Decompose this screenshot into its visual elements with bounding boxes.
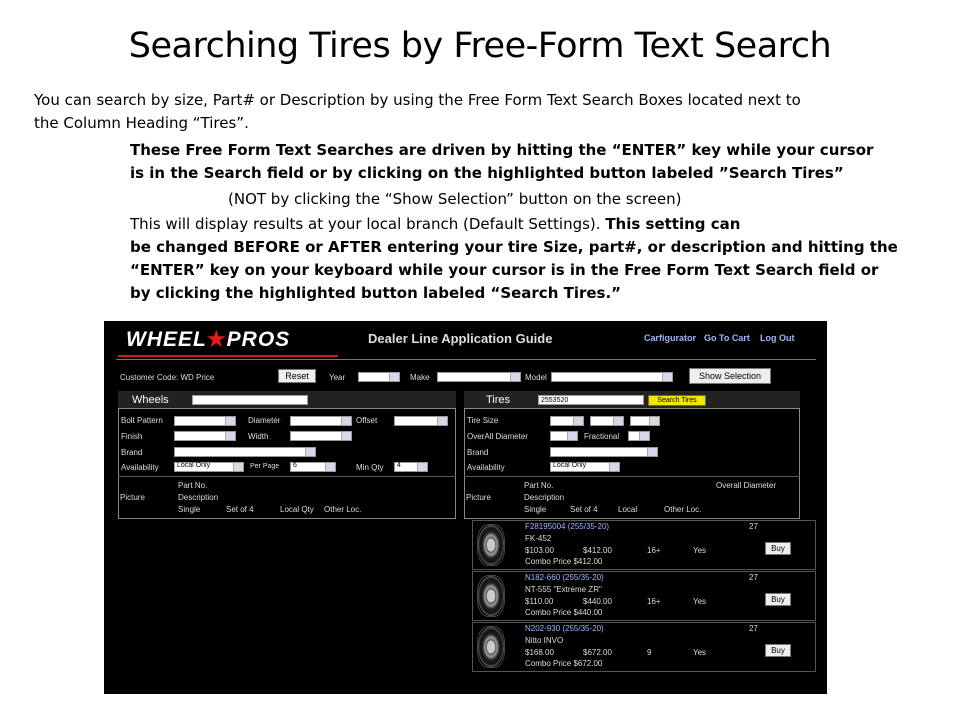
header-divider: [116, 359, 816, 360]
model-select[interactable]: [551, 372, 673, 382]
tire-image: [477, 626, 505, 668]
fractional-select[interactable]: [628, 431, 650, 441]
tires-title: Tires: [486, 394, 511, 406]
instruction-line-7: by clicking the highlighted button labeled “Search Tires.”: [130, 284, 622, 302]
tire-size-select-2[interactable]: [590, 416, 624, 426]
tire-availability-value: Local Only: [553, 462, 587, 469]
result-diameter: 27: [749, 624, 758, 633]
tire-availability-select[interactable]: [550, 462, 620, 472]
result-part-link[interactable]: F28195004 (255/35-20): [525, 522, 610, 531]
make-select[interactable]: [437, 372, 521, 382]
wheel-availability-label: Availability: [121, 463, 159, 472]
buy-button[interactable]: Buy: [765, 542, 791, 555]
instruction-line-2: is in the Search field or by clicking on the highlighted button labeled ”Search Tires”: [130, 164, 844, 182]
instruction-line-5: be changed BEFORE or AFTER entering your tire Size, part#, or description and hitting the: [130, 238, 898, 256]
star-icon: ★: [206, 328, 227, 351]
result-description: NT-555 "Extreme ZR": [525, 585, 602, 594]
tires-col-part-no: Part No.: [524, 481, 554, 490]
tire-size-label: Tire Size: [467, 416, 499, 425]
slide-title: Searching Tires by Free-Form Text Search: [128, 26, 832, 66]
wheel-brand-label: Brand: [121, 448, 143, 457]
width-label: Width: [248, 432, 269, 441]
min-qty-value: 4: [397, 462, 401, 469]
wheels-col-other-loc: Other Loc.: [324, 505, 362, 514]
show-selection-button[interactable]: Show Selection: [689, 368, 771, 384]
tire-size-select-1[interactable]: [550, 416, 584, 426]
result-set-price: $412.00: [583, 546, 612, 555]
result-single-price: $168.00: [525, 648, 554, 657]
finish-select[interactable]: [174, 431, 236, 441]
year-label: Year: [329, 373, 346, 382]
logo-left-text: WHEEL: [126, 328, 207, 351]
app-screenshot: [104, 321, 827, 694]
wheel-availability-value: Local Only: [177, 462, 211, 469]
result-description: FK-452: [525, 534, 552, 543]
result-local-qty: 9: [647, 648, 652, 657]
instruction-line-3: (NOT by clicking the “Show Selection” button on the screen): [228, 190, 682, 208]
year-select[interactable]: [358, 372, 400, 382]
go-to-cart-link[interactable]: Go To Cart: [704, 333, 750, 343]
result-combo-price: Combo Price $412.00: [525, 557, 603, 566]
reset-button[interactable]: Reset: [278, 369, 316, 383]
result-local-qty: 16+: [647, 597, 661, 606]
instruction-line-4a: This will display results at your local branch (Default Settings).: [130, 215, 606, 233]
tire-image: [477, 575, 505, 617]
log-out-link[interactable]: Log Out: [760, 333, 795, 343]
intro-text: [34, 89, 934, 135]
min-qty-label: Min Qty: [356, 463, 384, 472]
wheel-availability-select[interactable]: [174, 462, 244, 472]
wheels-col-description: Description: [178, 493, 219, 502]
instruction-line-6: “ENTER” key on your keyboard while your cursor is in the Free Form Text Search field or: [130, 261, 879, 279]
bolt-pattern-select[interactable]: [174, 416, 236, 426]
tires-col-single: Single: [524, 505, 547, 514]
wheels-col-local-qty: Local Qty: [280, 505, 314, 514]
table-row: [472, 520, 816, 570]
overall-diameter-select[interactable]: [550, 431, 578, 441]
wheels-divider: [118, 476, 456, 477]
tires-col-description: Description: [524, 493, 565, 502]
result-local-qty: 16+: [647, 546, 661, 555]
wheels-title: Wheels: [132, 394, 169, 406]
make-label: Make: [410, 373, 430, 382]
tires-col-local: Local: [618, 505, 638, 514]
carfigurator-link[interactable]: Carfigurator: [644, 333, 697, 343]
diameter-label: Diameter: [248, 416, 281, 425]
customer-code: Customer Code: WD Price: [120, 373, 215, 382]
result-set-price: $440.00: [583, 597, 612, 606]
per-page-label: Per Page: [250, 463, 280, 470]
result-other-loc: Yes: [693, 648, 707, 657]
width-select[interactable]: [290, 431, 352, 441]
logo-right-text: PROS: [226, 328, 291, 351]
tires-search-input[interactable]: 2553520: [538, 395, 644, 405]
wheels-search-input[interactable]: [192, 395, 308, 405]
tire-brand-select[interactable]: [550, 447, 658, 457]
table-row: [472, 622, 816, 672]
wheels-col-set-of-4: Set of 4: [226, 505, 254, 514]
result-other-loc: Yes: [693, 597, 707, 606]
overall-diameter-label: OverAll Diameter: [467, 432, 528, 441]
tire-availability-label: Availability: [467, 463, 505, 472]
tire-brand-label: Brand: [467, 448, 489, 457]
offset-select[interactable]: [394, 416, 448, 426]
diameter-select[interactable]: [290, 416, 352, 426]
min-qty-select[interactable]: [394, 462, 428, 472]
result-diameter: 27: [749, 573, 758, 582]
bolt-pattern-label: Bolt Pattern: [121, 416, 163, 425]
wheel-brand-select[interactable]: [174, 447, 316, 457]
buy-button[interactable]: Buy: [765, 644, 791, 657]
fractional-label: Fractional: [584, 432, 620, 441]
buy-button[interactable]: Buy: [765, 593, 791, 606]
wheels-col-picture: Picture: [120, 493, 145, 502]
tires-col-other-loc: Other Loc.: [664, 505, 702, 514]
app-title: Dealer Line Application Guide: [368, 331, 553, 346]
result-set-price: $672.00: [583, 648, 612, 657]
search-tires-button[interactable]: Search Tires: [648, 395, 706, 406]
wheelpros-logo: [126, 327, 290, 352]
tire-image: [477, 524, 505, 566]
result-diameter: 27: [749, 522, 758, 531]
table-row: [472, 571, 816, 621]
offset-label: Offset: [356, 416, 378, 425]
result-part-link[interactable]: N182-660 (255/35-20): [525, 573, 604, 582]
tires-divider: [464, 476, 800, 477]
finish-label: Finish: [121, 432, 143, 441]
instruction-line-1: These Free Form Text Searches are driven by hitting the “ENTER” key while your cursor: [130, 141, 874, 159]
tires-col-overall-diameter: Overall Diameter: [716, 481, 777, 490]
result-description: Nitto INVO: [525, 636, 564, 645]
tires-col-set-of-4: Set of 4: [570, 505, 598, 514]
instruction-line-4b: This setting can: [605, 215, 741, 233]
per-page-select[interactable]: [290, 462, 336, 472]
logo-underline: [118, 355, 338, 357]
intro-line-2: the Column Heading “Tires”.: [34, 114, 249, 132]
tires-col-picture: Picture: [466, 493, 491, 502]
intro-line-1: You can search by size, Part# or Description by using the Free Form Text Search Boxes located next to: [34, 91, 801, 109]
result-other-loc: Yes: [693, 546, 707, 555]
per-page-value: 6: [293, 462, 297, 469]
instruction-line-4: [130, 213, 930, 236]
result-combo-price: Combo Price $672.00: [525, 659, 603, 668]
result-single-price: $110.00: [525, 597, 554, 606]
wheels-col-part-no: Part No.: [178, 481, 208, 490]
tire-size-select-3[interactable]: [630, 416, 660, 426]
result-combo-price: Combo Price $440.00: [525, 608, 603, 617]
result-single-price: $103.00: [525, 546, 554, 555]
model-label: Model: [525, 373, 547, 382]
wheels-col-single: Single: [178, 505, 201, 514]
result-part-link[interactable]: N202-930 (255/35-20): [525, 624, 604, 633]
